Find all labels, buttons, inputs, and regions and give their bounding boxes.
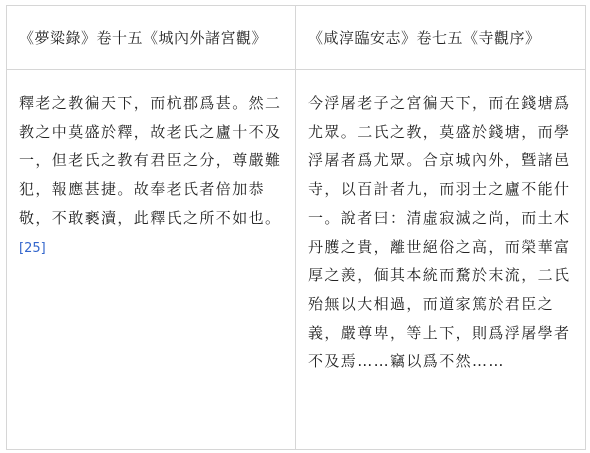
header-xianchun-linan-zhi: 《咸淳臨安志》卷七五《寺觀序》 — [296, 6, 586, 70]
header-mengliang-lu: 《夢粱錄》卷十五《城內外諸宮觀》 — [7, 6, 296, 70]
quote-text-left: 釋老之教徧天下，而杭郡爲甚。然二教之中莫盛於釋，故老氏之廬十不及一，但老氏之教有君臣之分，尊嚴難犯，報應甚捷。故奉老氏者倍加恭敬，不敢褻瀆，此釋氏之所不如也。 — [19, 94, 282, 227]
table-header-row — [7, 6, 586, 70]
quote-text-right: 今浮屠老子之宮徧天下，而在錢塘爲尤眾。二氏之教，莫盛於錢塘，而學浮屠者爲尤眾。合京城內外，曁諸邑寺，以百計者九，而羽士之廬不能什一。說者曰：清虛寂滅之尚，而土木丹臒之貴，離世絕俗之高，而榮華富厚之羨，偭其本統而騖於末流，二氏殆無以大相過，而道家篤於君臣之義，嚴尊卑，等上下，則爲浮屠學者不及焉……竊以爲不然…… — [308, 94, 571, 371]
footnote-link-25[interactable]: [25] — [19, 240, 46, 256]
table-row — [7, 70, 586, 450]
cell-mengliang-lu-text — [7, 70, 296, 450]
comparison-table — [6, 5, 586, 450]
cell-xianchun-linan-zhi-text — [296, 70, 586, 450]
